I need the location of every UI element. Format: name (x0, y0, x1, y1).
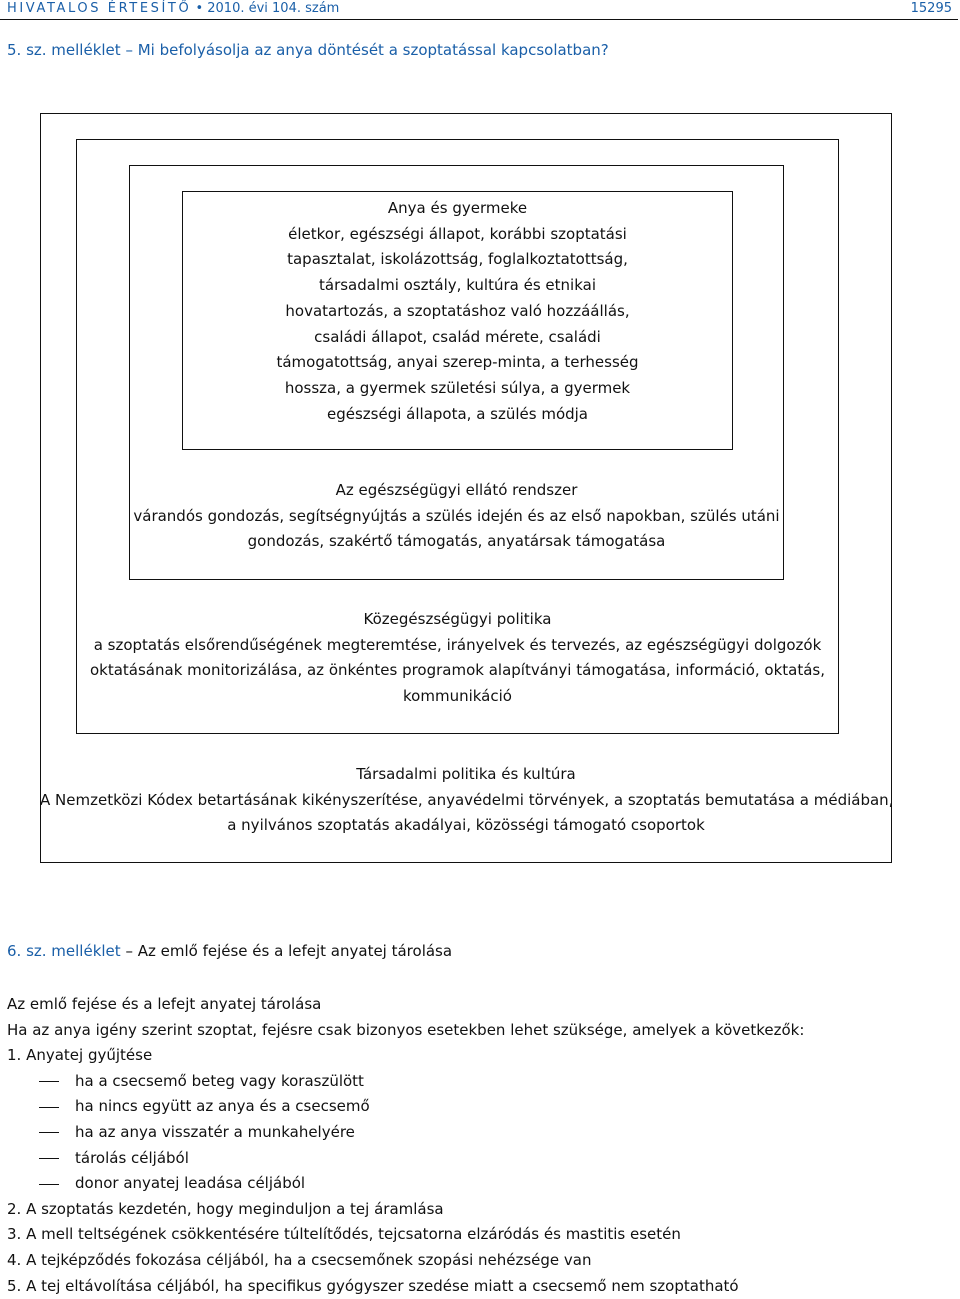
mother-child-text (182, 196, 733, 427)
dash-bullet-icon (39, 1158, 59, 1159)
dash-bullet-icon (39, 1107, 59, 1108)
bullet-text: ha nincs együtt az anya és a csecsemő (75, 1097, 370, 1116)
mother-child-line: társadalmi osztály, kultúra és etnikai (319, 276, 596, 295)
dash-bullet-icon (39, 1081, 59, 1082)
social-policy-title: Társadalmi politika és kultúra (356, 765, 576, 783)
list-item: 5. A tej eltávolítása céljából, ha specifikus gyógyszer szedése miatt a csecsemő nem szoptatható (7, 1276, 739, 1295)
health-system-text (129, 478, 784, 555)
page-header (0, 0, 958, 20)
mother-child-line: életkor, egészségi állapot, korábbi szoptatási (288, 224, 627, 243)
list-item: 4. A tejképződés fokozása céljából, ha a csecsemőnek szopási nehézsége van (7, 1250, 592, 1269)
mother-child-line: hossza, a gyermek születési súlya, a gyermek (284, 378, 631, 397)
page-number: 15295 (910, 1, 952, 16)
social-policy-line: a nyilvános szoptatás akadályai, közösségi támogató csoportok (227, 816, 705, 835)
bullet-item (7, 1120, 957, 1146)
bullet-item (7, 1146, 957, 1172)
mother-child-title: Anya és gyermeke (387, 199, 528, 217)
bullet-item (7, 1069, 957, 1095)
mother-child-line: hovatartozás, a szoptatáshoz való hozzáállás, (285, 301, 630, 320)
dash-bullet-icon (39, 1132, 59, 1133)
bullet-text: ha az anya visszatér a munkahelyére (75, 1122, 355, 1141)
public-health-line: kommunikáció (403, 687, 512, 706)
mother-child-line: támogatottság, anyai szerep-minta, a terhesség (276, 353, 639, 372)
health-system-title: Az egészségügyi ellátó rendszer (335, 481, 578, 499)
list-item: 1. Anyatej gyűjtése (7, 1046, 153, 1065)
header-journal-info (7, 1, 339, 16)
list-item: 3. A mell teltségének csökkentésére túltelítődés, tejcsatorna elzáródás és mastitis esetén (7, 1225, 681, 1244)
annex5-title: 5. sz. melléklet – Mi befolyásolja az anya döntését a szoptatással kapcsolatban? (7, 41, 609, 59)
bullet-text: ha a csecsemő beteg vagy koraszülött (75, 1071, 364, 1090)
health-system-line: gondozás, szakértő támogatás, anyatársak támogatása (247, 532, 666, 551)
public-health-title: Közegészségügyi politika (363, 610, 552, 628)
dash-bullet-icon (39, 1184, 59, 1185)
annex6-title-text: Az emlő fejése és a lefejt anyatej tárolása (137, 942, 453, 960)
annex6-number: 6. sz. melléklet (7, 942, 121, 960)
public-health-line: oktatásának monitorizálása, az önkéntes programok alapítványi támogatása, információ, oktatás, (89, 661, 825, 680)
bullet-text: tárolás céljából (75, 1148, 189, 1167)
bullet-text: donor anyatej leadása céljából (75, 1174, 306, 1193)
list-item: 2. A szoptatás kezdetén, hogy meginduljon a tej áramlása (7, 1199, 444, 1218)
annex6-intro: Ha az anya igény szerint szoptat, fejésre csak bizonyos esetekben lehet szüksége, amelyek a következők: (7, 1020, 805, 1039)
public-health-line: a szoptatás elsőrendűségének megteremtése, irányelvek és tervezés, az egészségügyi dolgozók (93, 635, 822, 654)
issue-label: 2010. évi 104. szám (207, 1, 340, 16)
header-separator: • (195, 1, 204, 16)
journal-name: HIVATALOS ÉRTESÍTŐ (7, 1, 192, 16)
public-health-text (76, 607, 839, 710)
social-policy-line: A Nemzetközi Kódex betartásának kikényszerítése, anyavédelmi törvények, a szoptatás bemutatása a médiában, (40, 790, 894, 809)
annex6-title (7, 942, 452, 960)
mother-child-line: tapasztalat, iskolázottság, foglalkoztatottság, (287, 250, 628, 269)
annex6-body (7, 992, 957, 1299)
health-system-line: várandós gondozás, segítségnyújtás a szülés idején és az első napokban, szülés utáni (133, 506, 780, 525)
bullet-item (7, 1171, 957, 1197)
social-policy-text (40, 762, 892, 839)
annex6-dash: – (125, 942, 133, 960)
annex6-heading: Az emlő fejése és a lefejt anyatej tárolása (7, 995, 322, 1013)
mother-child-line: családi állapot, család mérete, családi (314, 327, 601, 346)
mother-child-line: egészségi állapota, a szülés módja (327, 404, 588, 423)
bullet-item (7, 1094, 957, 1120)
